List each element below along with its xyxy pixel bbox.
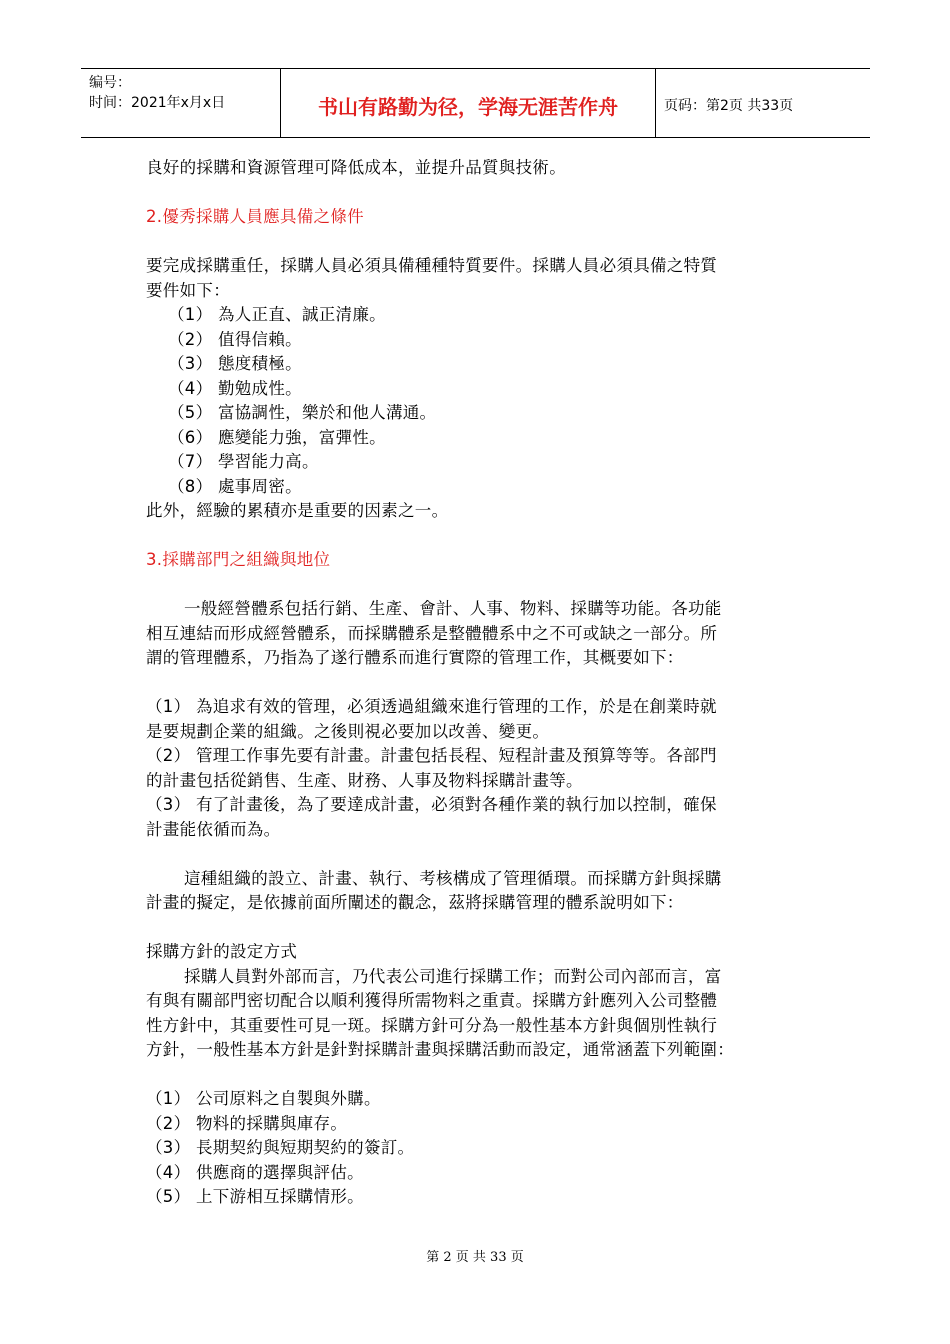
paragraph-line: 此外，經驗的累積亦是重要的因素之一。: [146, 501, 449, 520]
paragraph-line: 方針，一般性基本方針是針對採購計畫與採購活動而設定，通常涵蓋下列範圍：: [146, 1040, 734, 1059]
page-footer: 第 2 页 共 33 页: [426, 1250, 524, 1265]
list-item: （2） 物料的採購與庫存。: [146, 1113, 348, 1133]
paragraph-line: 是要規劃企業的組織。之後則視必要加以改善、變更。: [146, 721, 550, 741]
list-item: （8） 處事周密。: [168, 476, 302, 496]
header-number-label: 编号：: [89, 75, 131, 91]
list-item: （3） 態度積極。: [168, 354, 302, 373]
paragraph-line: 計畫的擬定，是依據前面所闡述的觀念，茲將採購管理的體系說明如下：: [146, 893, 684, 912]
list-item: （1） 為人正直、誠正清廉。: [168, 305, 386, 324]
paragraph-line: 相互連結而形成經營體系，而採購體系是整體體系中之不可或缺之一部分。所: [146, 623, 718, 643]
list-item: （4） 供應商的選擇與評估。: [146, 1162, 364, 1182]
paragraph-line: 一般經營體系包括行銷、生產、會計、人事、物料、採購等功能。各功能: [184, 599, 722, 618]
intro-paragraph: 良好的採購和資源管理可降低成本，並提升品質與技術。: [146, 158, 566, 177]
header-meta: [81, 69, 281, 137]
paragraph-line: （2） 管理工作事先要有計畫。計畫包括長程、短程計畫及預算等等。各部門: [146, 746, 717, 765]
header-motto: 书山有路勤为径，学海无涯苦作舟: [281, 69, 656, 137]
list-item: （4） 勤勉成性。: [168, 378, 302, 398]
list-item: （6） 應變能力強，富彈性。: [168, 427, 386, 447]
list-item: （1） 公司原料之自製與外購。: [146, 1089, 381, 1108]
list-item: （5） 富協調性，樂於和他人溝通。: [168, 403, 437, 422]
list-item: （3） 長期契約與短期契約的簽訂。: [146, 1138, 415, 1157]
section-heading-3: 3.採購部門之組織與地位: [146, 550, 331, 569]
list-item: （5） 上下游相互採購情形。: [146, 1187, 364, 1206]
list-item: （7） 學習能力高。: [168, 452, 319, 471]
section-heading-2: 2.優秀採購人員應具備之條件: [146, 207, 364, 226]
header-page-info: 页码：第2页 共33页: [664, 98, 794, 114]
paragraph-line: （3） 有了計畫後，為了要達成計畫，必須對各種作業的執行加以控制，確保: [146, 795, 717, 814]
header-date-label: 时间：2021年x月x日: [89, 95, 226, 111]
paragraph-line: 這種組織的設立、計畫、執行、考核構成了管理循環。而採購方針與採購: [184, 868, 722, 888]
paragraph-line: 計畫能依循而為。: [146, 819, 281, 839]
paragraph-line: （1） 為追求有效的管理，必須透過組織來進行管理的工作，於是在創業時就: [146, 697, 717, 716]
document-body: [146, 156, 806, 1210]
list-item: （2） 值得信賴。: [168, 329, 302, 349]
paragraph-line: 要件如下：: [146, 280, 230, 300]
paragraph-line: 要完成採購重任，採購人員必須具備種種特質要件。採購人員必須具備之特質: [146, 256, 718, 275]
paragraph-line: 有與有關部門密切配合以順利獲得所需物料之重責。採購方針應列入公司整體: [146, 991, 718, 1010]
paragraph-line: 性方針中，其重要性可見一斑。採購方針可分為一般性基本方針與個別性執行: [146, 1015, 718, 1035]
paragraph-line: 的計畫包括從銷售、生產、財務、人事及物料採購計畫等。: [146, 770, 583, 790]
paragraph-line: 謂的管理體系，乃指為了遂行體系而進行實際的管理工作，其概要如下：: [146, 648, 684, 667]
subsection-title: 採購方針的設定方式: [146, 942, 298, 961]
page-header: [81, 68, 870, 138]
paragraph-line: 採購人員對外部而言，乃代表公司進行採購工作；而對公司內部而言，富: [184, 966, 722, 986]
